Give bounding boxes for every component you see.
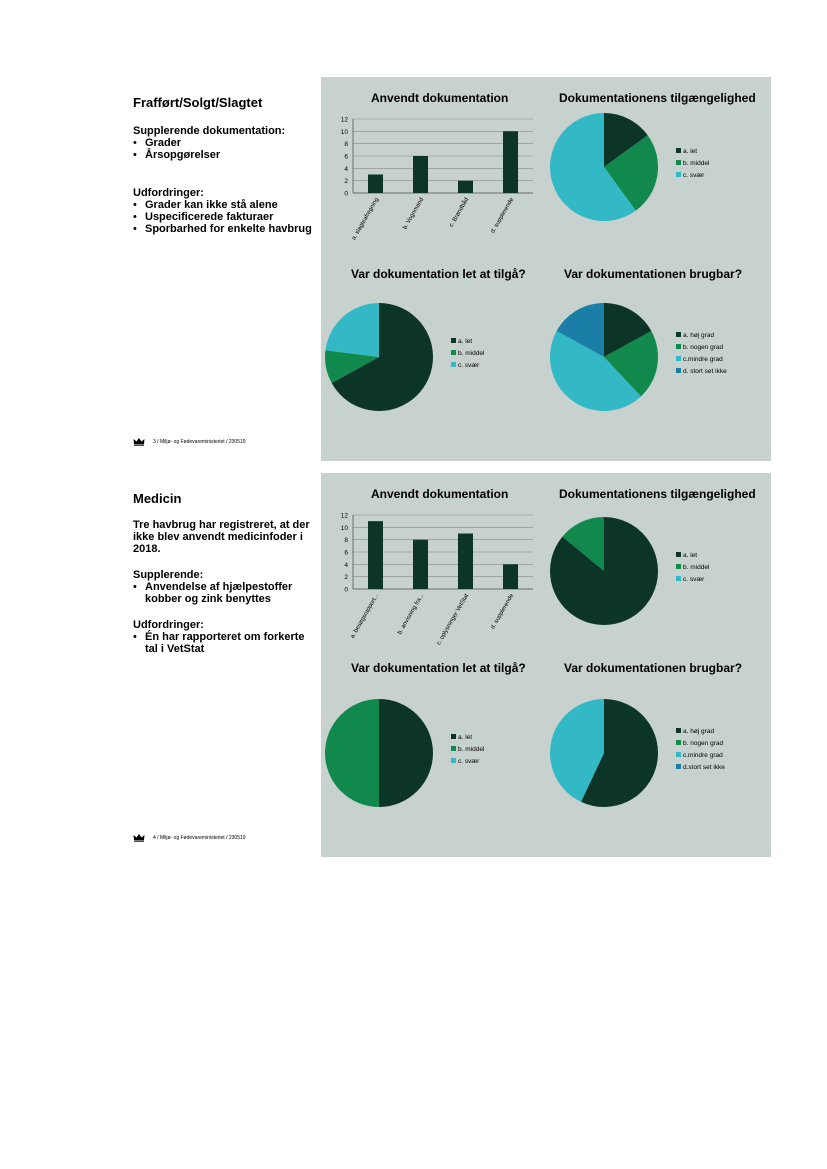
bar <box>458 181 473 193</box>
legend-label: c.mindre grad <box>683 752 723 759</box>
pie-chart-usefulness <box>546 297 771 427</box>
slide-footer <box>133 833 246 842</box>
legend-swatch <box>676 344 681 349</box>
legend-label: a. let <box>458 734 473 741</box>
chart-title: Dokumentationens tilgængelighed <box>559 91 756 105</box>
bar <box>368 521 383 589</box>
legend-swatch <box>676 368 681 373</box>
legend-swatch <box>451 362 456 367</box>
x-tick-label: b. anvisning fra... <box>397 593 426 636</box>
footer-text: 3 / Miljø- og Fødevareministeriet / 230519 <box>153 438 246 445</box>
y-tick-label: 2 <box>344 178 348 186</box>
chart-title: Var dokumentationen brugbar? <box>564 661 743 675</box>
slide-1-chart-panel <box>321 77 771 461</box>
bar <box>413 540 428 589</box>
crown-icon <box>133 833 145 842</box>
y-tick-label: 8 <box>344 537 348 545</box>
legend-label: a. høj grad <box>683 728 715 735</box>
intro-text: Tre havbrug har registreret, at der ikke blev anvendt medicinfoder i 2018. <box>133 519 310 555</box>
supplementary-block <box>133 569 318 605</box>
legend-swatch <box>676 764 681 769</box>
legend-label: a. let <box>458 338 473 345</box>
chart-title: Var dokumentation let at tilgå? <box>351 267 526 281</box>
pie-chart-availability <box>546 107 771 232</box>
pie-slice <box>325 699 379 807</box>
x-tick-label: a. besøgsrapport... <box>349 593 381 640</box>
legend-label: c.mindre grad <box>683 356 723 363</box>
challenges-block <box>133 187 318 235</box>
pie-chart-usefulness <box>546 693 771 823</box>
slide-2-text-panel <box>98 473 321 857</box>
legend-swatch <box>451 746 456 751</box>
list-item: • Grader <box>133 137 318 149</box>
list-item: • Sporbarhed for enkelte havbrug <box>133 223 318 235</box>
chart-title: Anvendt dokumentation <box>371 487 509 501</box>
legend-label: a. let <box>683 148 698 155</box>
pie-chart-easy-access <box>321 297 546 427</box>
slide-2 <box>98 473 771 857</box>
legend-label: c. svær <box>683 172 705 179</box>
x-tick-label: b. Vognmand <box>402 197 426 231</box>
legend-swatch <box>676 576 681 581</box>
legend-label: d.stort set ikke <box>683 764 725 771</box>
y-tick-label: 2 <box>344 574 348 582</box>
bar <box>368 175 383 194</box>
legend-label: b. nogen grad <box>683 344 724 351</box>
legend-label: b. nogen grad <box>683 740 724 747</box>
list-item: • Én har rapporteret om forkerte tal i VetStat <box>133 631 318 655</box>
supplementary-block <box>133 125 318 161</box>
list-item: • Grader kan ikke stå alene <box>133 199 318 211</box>
x-tick-label: d. supplerende <box>490 197 516 235</box>
slide-1 <box>98 77 771 461</box>
y-tick-label: 8 <box>344 141 348 149</box>
legend-label: a. let <box>683 552 698 559</box>
legend-swatch <box>676 160 681 165</box>
x-tick-label: d. supplerende <box>490 593 516 631</box>
y-tick-label: 10 <box>340 128 348 136</box>
pie-chart-availability <box>546 511 771 636</box>
legend-swatch <box>676 564 681 569</box>
bar <box>503 131 518 193</box>
legend-label: a. høj grad <box>683 332 715 339</box>
slide-title: Frafført/Solgt/Slagtet <box>133 95 263 110</box>
legend-swatch <box>451 734 456 739</box>
y-tick-label: 12 <box>340 512 348 520</box>
legend-label: b. middel <box>458 350 485 357</box>
legend-swatch <box>676 552 681 557</box>
pie-slice <box>325 303 379 357</box>
y-tick-label: 6 <box>344 549 348 557</box>
pie-chart-easy-access <box>321 693 546 823</box>
bar <box>503 564 518 589</box>
bar-chart-documentation <box>321 503 546 653</box>
legend-swatch <box>676 740 681 745</box>
legend-label: d. stort set ikke <box>683 368 727 375</box>
legend-label: b. middel <box>683 564 710 571</box>
legend-swatch <box>451 758 456 763</box>
legend-label: b. middel <box>683 160 710 167</box>
list-item: • Anvendelse af hjælpestoffer kobber og zink benyttes <box>133 581 318 605</box>
legend-label: b. middel <box>458 746 485 753</box>
block-heading: Udfordringer: <box>133 619 204 631</box>
y-tick-label: 12 <box>340 116 348 124</box>
y-tick-label: 0 <box>344 190 348 198</box>
slide-footer <box>133 437 246 446</box>
legend-label: c. svær <box>458 362 480 369</box>
slide-1-text-panel <box>98 77 321 461</box>
legend-swatch <box>676 728 681 733</box>
legend-swatch <box>451 350 456 355</box>
block-heading: Supplerende dokumentation: <box>133 125 286 137</box>
list-item: • Årsopgørelser <box>133 149 318 161</box>
challenges-block <box>133 619 318 655</box>
bar-chart-documentation <box>321 107 546 247</box>
slide-2-chart-panel <box>321 473 771 857</box>
block-heading: Udfordringer: <box>133 187 204 199</box>
y-tick-label: 0 <box>344 586 348 594</box>
x-tick-label: c. Brøndbåd <box>448 197 471 229</box>
y-tick-label: 10 <box>340 524 348 532</box>
chart-title: Anvendt dokumentation <box>371 91 509 105</box>
slide-title: Medicin <box>133 491 182 506</box>
bar <box>413 156 428 193</box>
list-item: • Uspecificerede fakturaer <box>133 211 318 223</box>
y-tick-label: 6 <box>344 153 348 161</box>
legend-swatch <box>676 332 681 337</box>
legend-swatch <box>676 356 681 361</box>
legend-swatch <box>676 172 681 177</box>
legend-swatch <box>676 148 681 153</box>
footer-text: 4 / Miljø- og Fødevareministeriet / 230519 <box>153 834 246 841</box>
crown-icon <box>133 437 145 446</box>
chart-title: Var dokumentation let at tilgå? <box>351 661 526 675</box>
legend-swatch <box>676 752 681 757</box>
chart-title: Dokumentationens tilgængelighed <box>559 487 756 501</box>
legend-swatch <box>451 338 456 343</box>
chart-title: Var dokumentationen brugbar? <box>564 267 743 281</box>
x-tick-label: c. oplysninger VetStat <box>436 593 471 647</box>
block-heading: Supplerende: <box>133 569 204 581</box>
legend-label: c. svær <box>683 576 705 583</box>
legend-label: c. svær <box>458 758 480 765</box>
y-tick-label: 4 <box>344 561 348 569</box>
bar <box>458 534 473 590</box>
y-tick-label: 4 <box>344 165 348 173</box>
x-tick-label: a. slagteafregning <box>351 197 381 242</box>
pie-slice <box>379 699 433 807</box>
